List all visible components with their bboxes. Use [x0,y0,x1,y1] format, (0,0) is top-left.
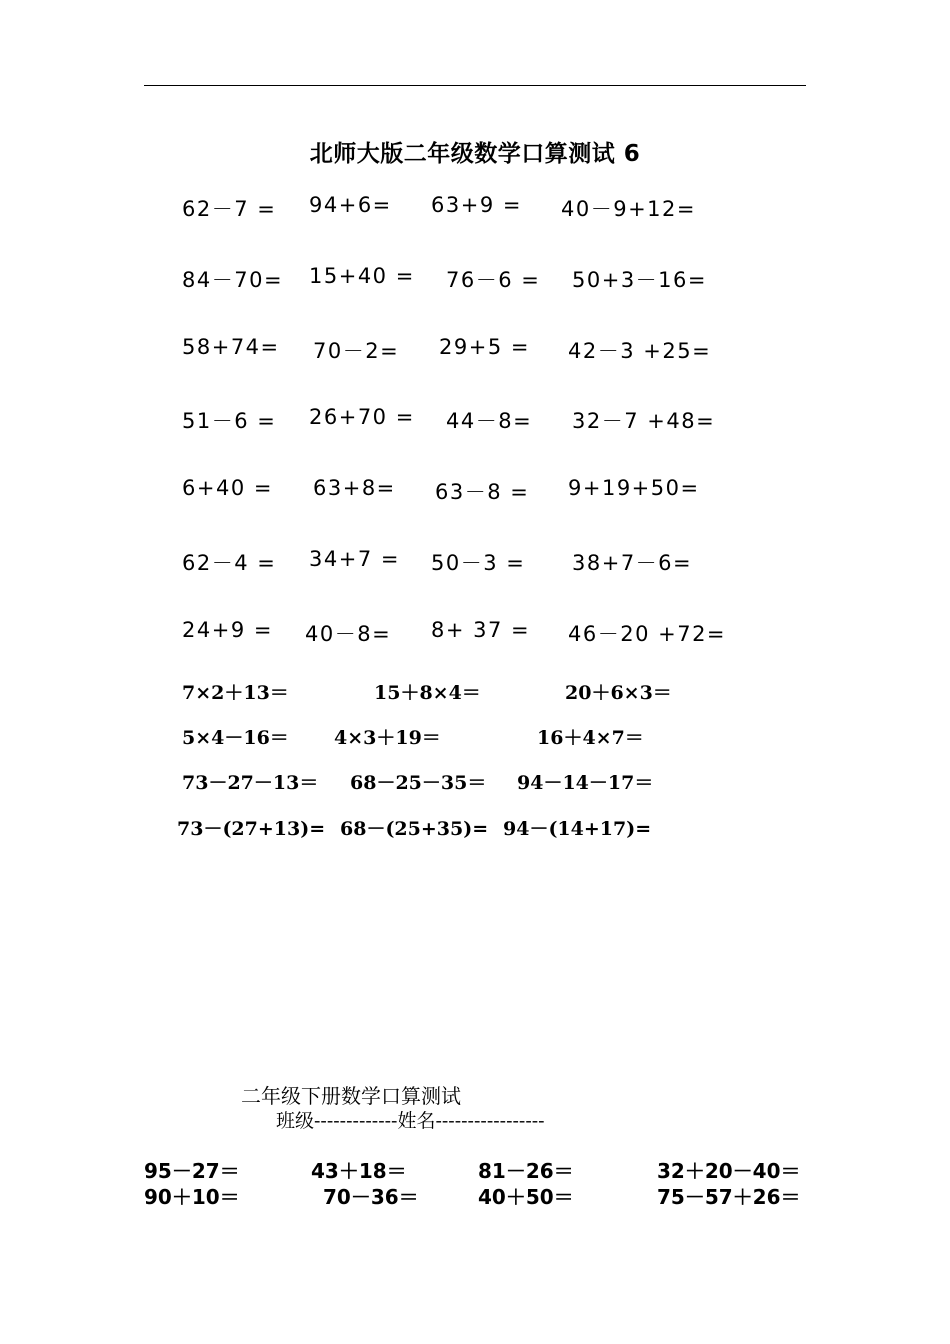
problem: 62－4 = [182,551,277,575]
problem-row [0,547,950,581]
problem: 68－25－35＝ [350,772,487,794]
problem: 42－3 +25= [568,339,712,363]
problem: 32－7 +48= [572,409,716,433]
problem: 15＋8×4＝ [374,682,481,704]
problem: 8+ 37 = [431,618,531,642]
problem: 32＋20－40＝ [657,1159,801,1183]
problem: 50+3－16= [572,268,707,292]
problem: 94－14－17＝ [517,772,654,794]
problem: 5×4－16＝ [182,727,289,749]
problem: 46－20 +72= [568,622,727,646]
problem: 9+19+50= [568,476,700,500]
problem: 63+8= [313,476,396,500]
problem: 81－26＝ [478,1159,574,1183]
second-test-title: 二年级下册数学口算测试 [241,1084,461,1108]
problem: 40＋50＝ [478,1185,574,1209]
problem: 34+7 = [309,547,400,571]
problem-row [0,193,950,227]
problem: 76－6 = [446,268,541,292]
problem: 70－2= [313,339,400,363]
problem: 26+70 = [309,405,415,429]
problem: 38+7－6= [572,551,693,575]
problem-row [0,678,950,712]
page-title: 北师大版二年级数学口算测试 6 [309,141,641,167]
problem: 44－8= [446,409,533,433]
problem-row [0,476,950,510]
problem: 63+9 = [431,193,522,217]
problem: 90＋10＝ [144,1185,240,1209]
problem-row [0,405,950,439]
problem: 24+9 = [182,618,273,642]
problem: 75－57＋26＝ [657,1185,801,1209]
problem: 43＋18＝ [311,1159,407,1183]
problem-row [0,618,950,652]
problem: 94+6= [309,193,392,217]
class-name-line: 班级-------------姓名----------------- [276,1110,545,1132]
problem: 7×2＋13＝ [182,682,289,704]
problem-row [0,264,950,298]
problem-row [0,768,950,802]
problem: 63－8 = [435,480,530,504]
problem: 58+74= [182,335,280,359]
problem: 50－3 = [431,551,526,575]
problem: 51－6 = [182,409,277,433]
problem: 6+40 = [182,476,273,500]
problem: 15+40 = [309,264,415,288]
problem: 40－8= [305,622,392,646]
problem-row [0,1181,950,1215]
problem: 16＋4×7＝ [537,727,644,749]
problem: 95－27＝ [144,1159,240,1183]
problem: 20＋6×3＝ [565,682,672,704]
problem: 68－(25+35)= [340,818,489,840]
problem: 94－(14+17)= [503,818,652,840]
problem: 73－27－13＝ [182,772,319,794]
problem: 62－7 = [182,197,277,221]
problem: 29+5 = [439,335,530,359]
problem-row [0,335,950,369]
header-rule [144,85,806,86]
problem-row [0,814,950,848]
problem: 70－36＝ [323,1185,419,1209]
problem: 73－(27+13)= [177,818,326,840]
problem: 40－9+12= [561,197,696,221]
problem: 84－70= [182,268,284,292]
problem: 4×3＋19＝ [334,727,441,749]
problem-row [0,723,950,757]
